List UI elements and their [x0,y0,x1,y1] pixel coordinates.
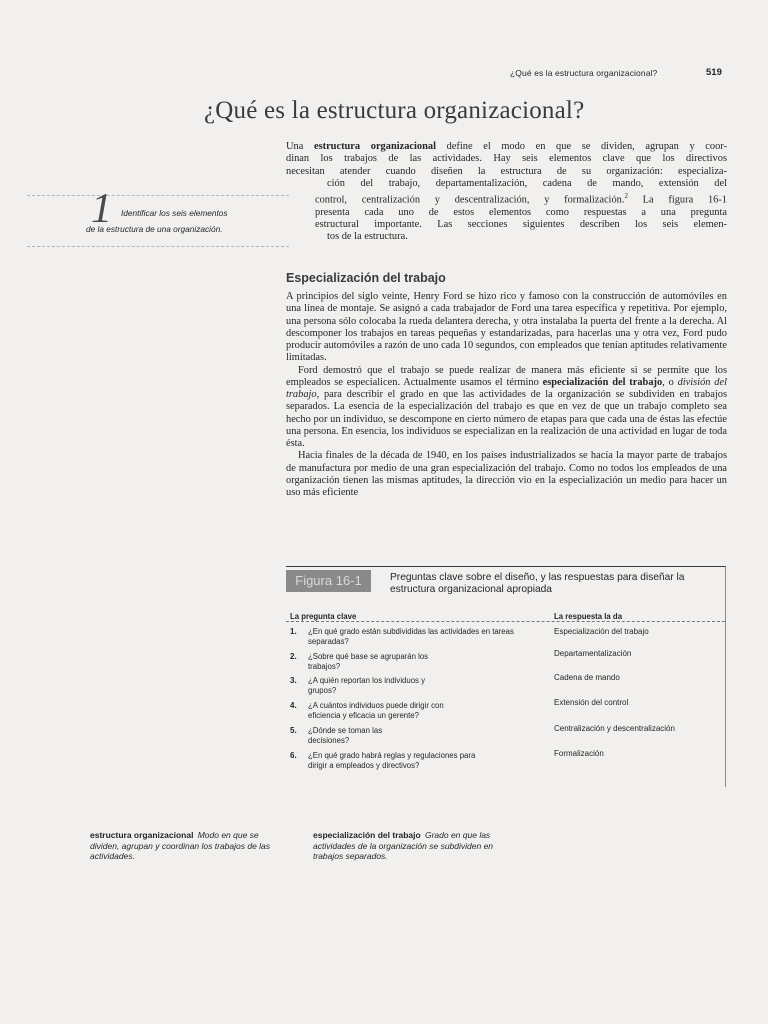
glossary-term: estructura organizacional [90,830,194,840]
intro-line: presenta cada uno de estos elementos como respuestas a una pregunta [315,206,727,218]
intro-text: define el modo en que se dividen, agrupan y coor- [435,141,727,152]
row-answer: Centralización y descentralización [554,724,675,733]
row-question: ¿En qué grado están subdivididas las actividades en tareas separadas? [308,627,514,646]
figure-16-1 [286,566,726,787]
glossary-term: especialización del trabajo [313,830,421,840]
row-question: ¿Sobre qué base se agruparán los trabajos? [308,652,429,671]
row-answer: Extensión del control [554,698,629,707]
objective-number: 1 [91,186,112,232]
glossary-definition: Modo en que se dividen, agrupan y coordinan los trabajos de las actividades. [90,830,271,861]
objective-text-line2: de la estructura de una organización. [86,224,223,234]
intro-line: estructural importante. Las secciones siguientes describen los seis elemen- [315,218,727,230]
term-estructura-organizacional: estructura organizacional [313,141,436,152]
page-title: ¿Qué es la estructura organizacional? [204,97,585,124]
intro-line: necesitan atender cuando diseñen la estructura de su organización: especializa- [286,165,727,177]
paragraph [286,365,727,451]
section-body [286,291,727,499]
row-answer: Departamentalización [554,649,632,658]
text-run: , para describir el grado en que las actividades de la organización se subdividen en trabajos separados. La esencia de la especialización del trabajo es que en vez de que un trabajo completo sea hecho por un individuo, se descompone en cierto número de etapas para que cada una de éstas las efectúe una persona. En esencia, los individuos se especializan en la realización de una actividad en lugar de toda ésta. [286,389,727,449]
intro-text: La figura 16-1 [627,194,727,206]
row-answer: Cadena de mando [554,673,620,682]
row-number: 4. [290,701,297,710]
column-header-answer: La respuesta la da [554,612,623,621]
glossary-definition: Grado en que las actividades de la organización se subdividen en trabajos separados. [313,830,494,861]
intro-line: tos de la estructura. [327,231,408,243]
paragraph: A principios del siglo veinte, Henry Ford se hizo rico y famoso con la construcción de automóviles en una línea de montaje. Se asignó a cada trabajador de Ford una tarea específica y repetitiva. Por ejemplo, una persona sólo colocaba la rueda delantera derecha, y otra instalaba la puerta del frente a la derecha. Al descomponer los trabajos en tareas pequeñas y estandarizadas, para hacerlas una y otra vez, Ford pudo producir automóviles a razón de uno cada 10 segundos, con empleados que tenían aptitudes relativamente limitadas. [286,291,727,364]
row-number: 2. [290,652,297,661]
text-run: , o [662,376,678,388]
glossary-entry [313,830,513,862]
row-answer: Formalización [554,749,604,758]
figure-caption: Preguntas clave sobre el diseño, y las respuestas para diseñar la estructura organizacional apropiada [390,572,685,595]
row-question: ¿A cuántos individuos puede dirigir con eficiencia y eficacia un gerente? [308,701,444,720]
learning-objective-box [27,186,289,247]
intro-paragraph [286,141,727,243]
text-run: Ford demostró que el trabajo se puede realizar de manera más eficiente si se permite que los empleados se especialicen. Actualmente usamos el término [286,364,727,388]
row-question: ¿En qué grado habrá reglas y regulaciones para dirigir a empleados y directivos? [308,751,476,770]
term-especializacion-trabajo: especialización del trabajo [542,376,663,388]
row-answer: Especialización del trabajo [554,627,649,636]
row-number: 1. [290,627,297,636]
row-number: 6. [290,751,297,760]
figure-label: Figura 16-1 [286,570,371,592]
row-number: 5. [290,726,297,735]
row-number: 3. [290,676,297,685]
row-question: ¿A quién reportan los individuos y grupos? [308,676,426,695]
running-head: ¿Qué es la estructura organizacional? [510,68,658,78]
header-divider [286,621,725,622]
footnote-ref: 2 [624,192,628,200]
page-number: 519 [706,67,722,78]
intro-line: ción del trabajo, departamentalización, cadena de mando, extensión del [327,177,727,189]
objective-text-line1: Identificar los seis elementos [121,208,228,218]
intro-text: control, centralización y descentralización, y formalización. [315,194,625,206]
intro-line: dinan los trabajos de las actividades. Hay seis elementos clave que los directivos [286,153,727,165]
glossary-entry [90,830,280,862]
paragraph: Hacia finales de la década de 1940, en los países industrializados se hacía la mayor parte de trabajos de manufactura por medio de una gran especialización del trabajo. Como no todos los empleados de una organización tienen las mismas aptitudes, la dirección vio en la especialización un medio para hacer un uso más eficiente [286,450,727,498]
column-header-question: La pregunta clave [290,612,357,621]
term-division-trabajo: división del trabajo [286,376,727,400]
section-heading: Especialización del trabajo [286,271,446,285]
intro-text: Una [286,141,314,152]
row-question: ¿Dónde se toman las decisiones? [308,726,383,745]
